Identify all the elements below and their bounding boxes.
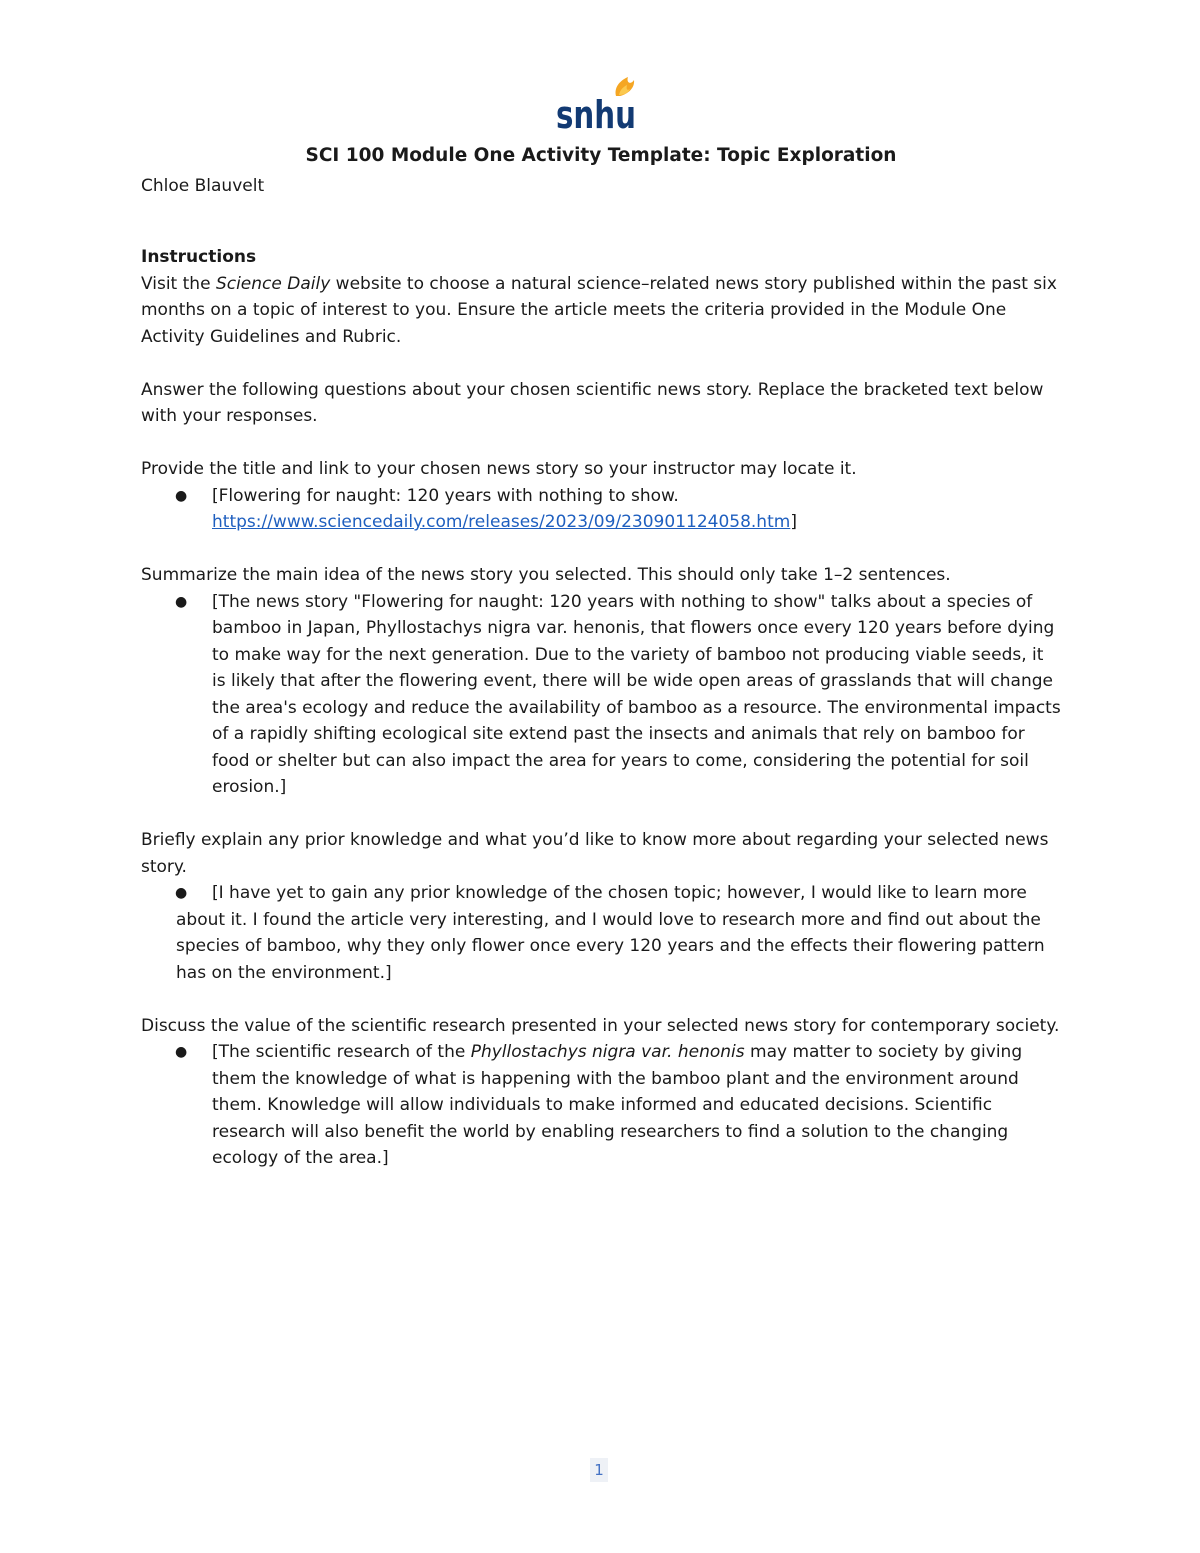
logo-wordmark: snhu [556,93,636,137]
question-4: Discuss the value of the scientific research presented in your selected news story for contemporary society. [141,1015,1060,1036]
instructions-heading: Instructions [141,247,257,267]
answer-list-1 [141,483,1061,536]
bullet-icon: ● [175,593,188,610]
instructions-paragraph-1 [141,271,1061,351]
bullet-icon: ● [175,885,188,901]
science-daily-name: Science Daily [215,273,331,294]
answer-4-text-end: may matter to society by giving them the knowledge of what is happening with the bamboo plant and the environment around them. Knowledge will allow individuals to make informed and educated decisions. Scientific research will also benefit the world by enabling researchers to find a solution to the changing ecology of the area.] [212,1042,1023,1168]
author-name: Chloe Blauvelt [141,176,265,196]
bullet-icon: ● [175,487,188,504]
answer-4-text-start: [The scientific research of the [212,1042,471,1062]
snhu-logo [556,74,640,137]
page-number: 1 [590,1458,608,1482]
bullet-icon: ● [175,1044,188,1060]
article-link[interactable]: https://www.sciencedaily.com/releases/2023/09/230901124058.htm [212,512,791,532]
answer-list-4 [141,1039,1061,1172]
question-1: Provide the title and link to your chosen news story so your instructor may locate it. [141,459,857,479]
instructions-paragraph-2: Answer the following questions about your chosen scientific news story. Replace the bracketed text below with your responses. [141,379,1044,426]
answer-4 [141,1039,1061,1172]
answer-1-close: ] [790,512,797,532]
answer-2-text: [The news story "Flowering for naught: 120 years with nothing to show" talks about a species of bamboo in Japan, Phyllostachys nigra var. henonis, that flowers once every 120 years before dying to make way for the next generation. Due to the variety of bamboo not producing viable seeds, it is likely that after the flowering event, there will be wide open areas of grasslands that will change the area's ecology and reduce the availability of bamboo as a resource. The environmental impacts of a rapidly shifting ecological site extend past the insects and animals that rely on bamboo for food or shelter but can also impact the area for years to come, considering the potential for soil erosion.] [212,591,1061,797]
answer-3 [141,880,1061,986]
instructions-text: Visit the [141,273,216,294]
answer-list-2 [141,589,1061,801]
question-3: Briefly explain any prior knowledge and what you’d like to know more about regarding your selected news story. [141,830,1049,877]
document-body [141,244,1061,1172]
instructions-text-continued: website to choose a natural science–related news story published within the past six months on a topic of interest to you. Ensure the article meets the criteria provided in the Module One Activity Guidelines and Rubric. [141,273,1057,347]
answer-1 [141,483,1061,536]
answer-list-3 [141,880,1061,986]
question-2: Summarize the main idea of the news story you selected. This should only take 1–2 sentences. [141,565,951,585]
species-name: Phyllostachys nigra var. henonis [470,1042,745,1062]
answer-1-title: [Flowering for naught: 120 years with nothing to show. [212,485,679,506]
document-title: SCI 100 Module One Activity Template: Topic Exploration [305,145,897,166]
answer-2 [141,589,1061,801]
answer-3-text: [I have yet to gain any prior knowledge of the chosen topic; however, I would like to learn more about it. I found the article very interesting, and I would love to research more and find out about the species of bamboo, why they only flower once every 120 years and the effects their flowering pattern has on the environment.] [176,883,1045,983]
